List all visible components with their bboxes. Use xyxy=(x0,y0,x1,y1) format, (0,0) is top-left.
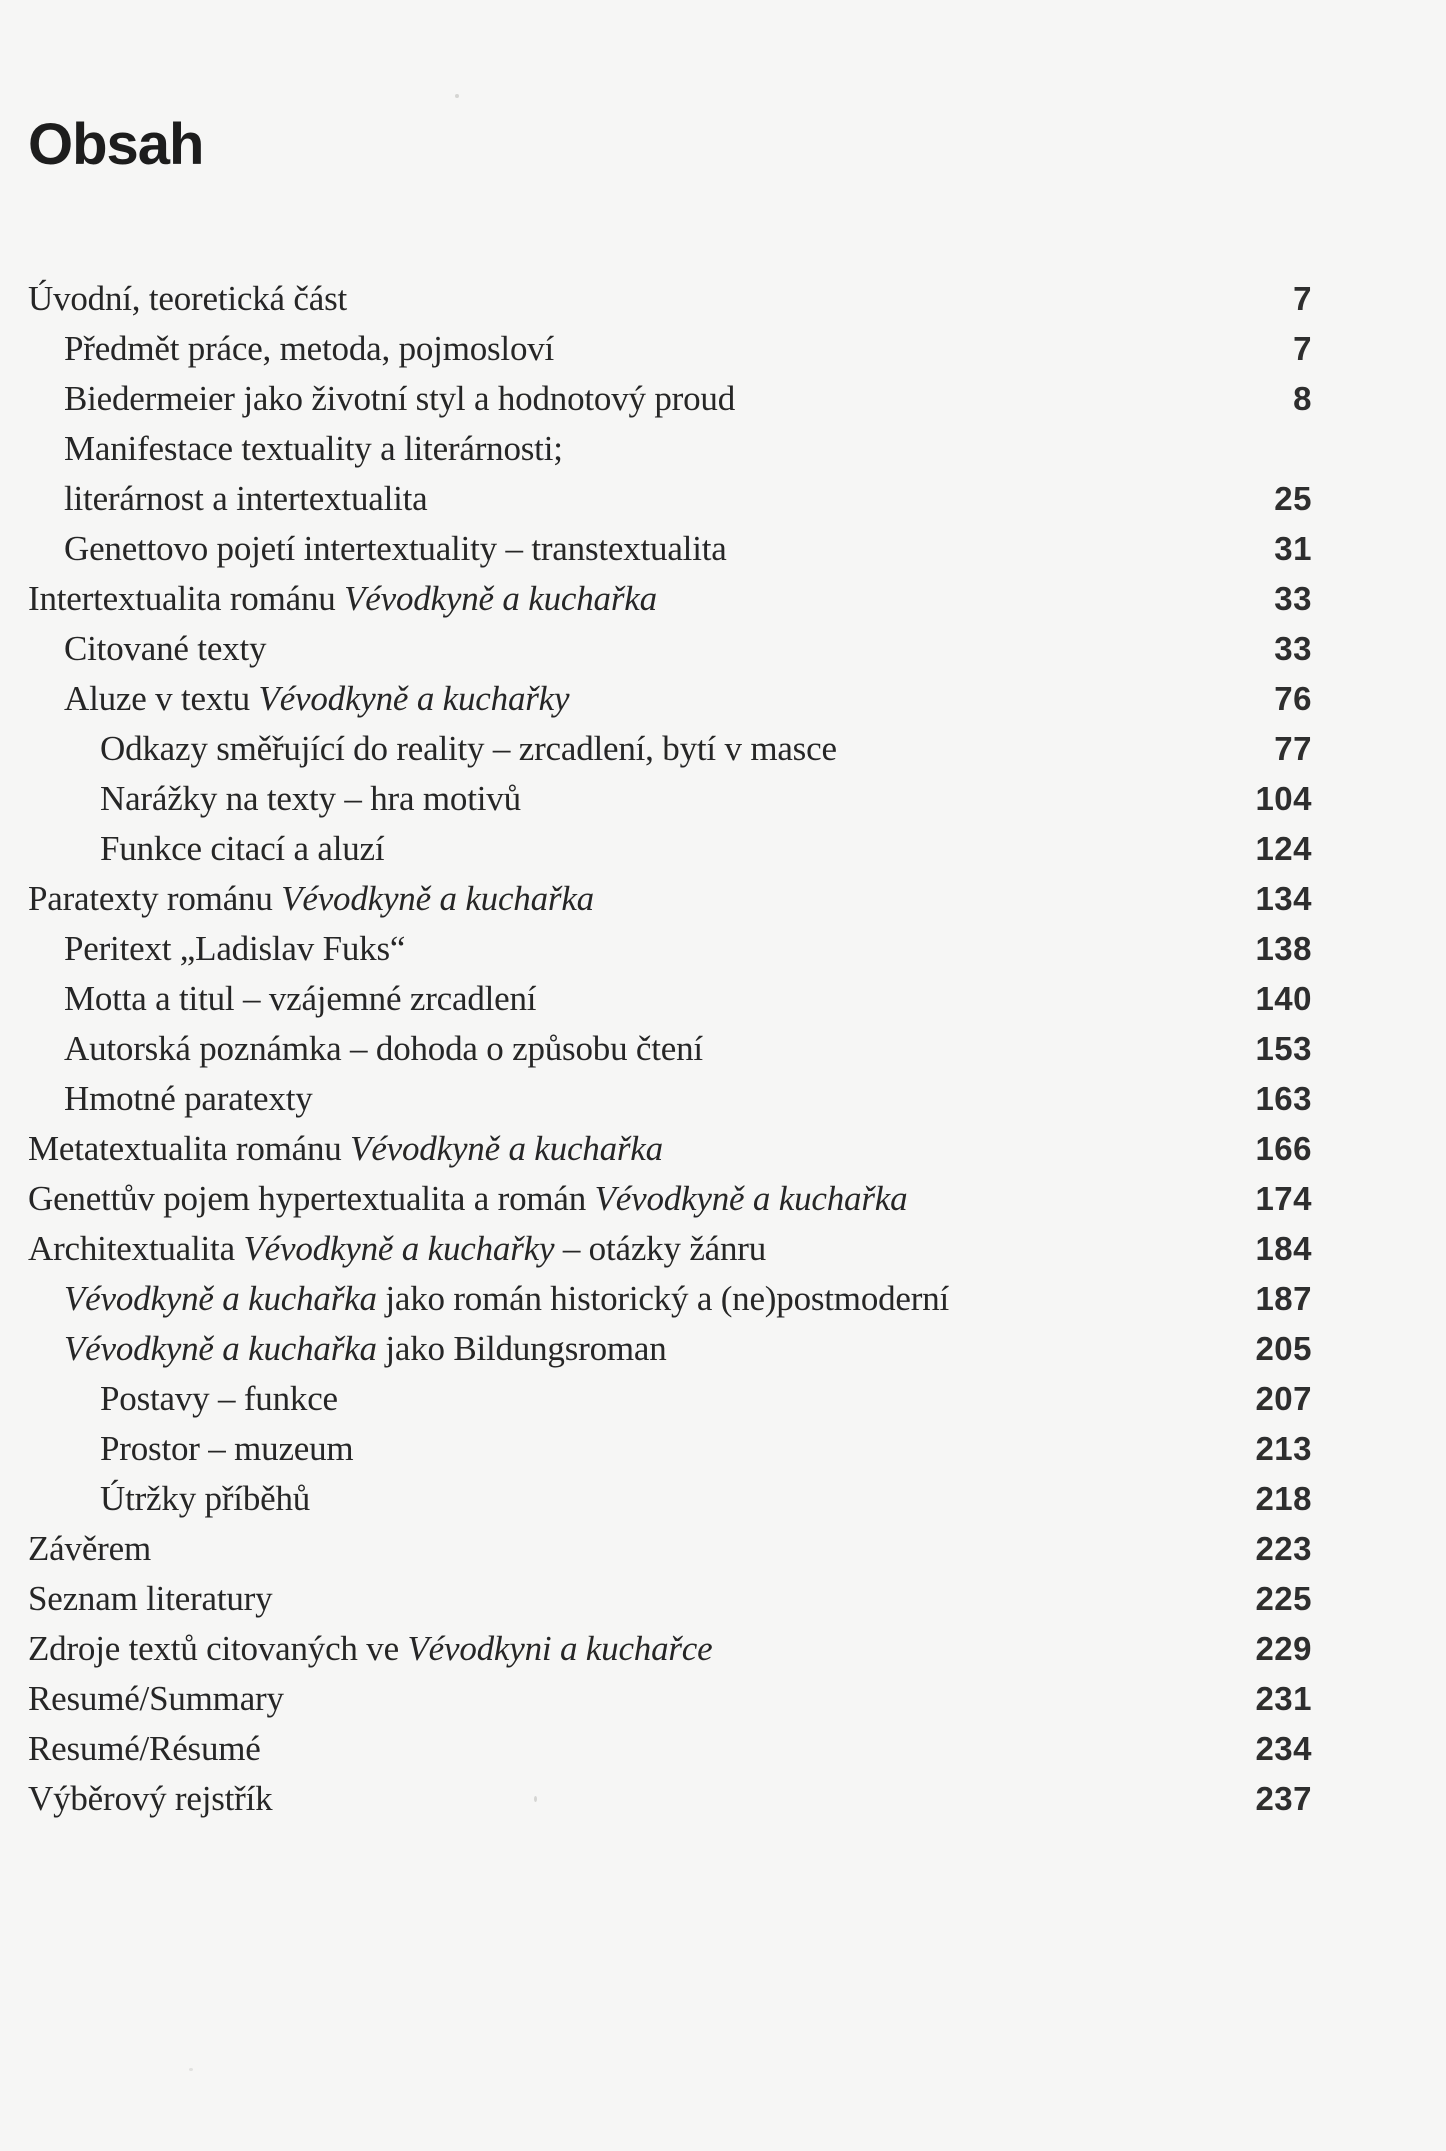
toc-entry-page: 234 xyxy=(1255,1730,1312,1767)
scan-speck xyxy=(534,1796,537,1802)
toc-entry-page: 225 xyxy=(1255,1580,1312,1617)
toc-entry-label: Seznam literatury xyxy=(28,1579,273,1618)
toc-entry xyxy=(28,1474,1312,1524)
toc-entry xyxy=(28,924,1312,974)
toc-entry xyxy=(28,374,1312,424)
toc-entry-label: Genettův pojem hypertextualita a román Vévodkyně a kuchařka xyxy=(28,1179,908,1218)
toc-entry-label: Funkce citací a aluzí xyxy=(100,829,385,868)
toc-entry xyxy=(28,1324,1312,1374)
toc-entry-label: Intertextualita románu Vévodkyně a kuchařka xyxy=(28,579,657,618)
toc-entry xyxy=(28,624,1312,674)
toc-entry xyxy=(28,1174,1312,1224)
toc-entry-label: Resumé/Summary xyxy=(28,1679,284,1718)
toc-entry-label: Úvodní, teoretická část xyxy=(28,279,348,318)
toc-entry xyxy=(28,1674,1312,1724)
toc-entry-page: 187 xyxy=(1255,1280,1312,1317)
toc-entry-book-title: Vévodkyně a kuchařka xyxy=(594,1179,908,1218)
toc-entry xyxy=(28,824,1312,874)
page-title: Obsah xyxy=(28,112,204,177)
toc-entry xyxy=(28,1424,1312,1474)
toc-entry xyxy=(28,974,1312,1024)
toc-entry-book-title: Vévodkyně a kuchařky xyxy=(243,1229,555,1268)
toc-entry xyxy=(28,1274,1312,1324)
toc-entry xyxy=(28,774,1312,824)
toc-entry-label: Vévodkyně a kuchařka jako román historický a (ne)postmoderní xyxy=(64,1279,950,1318)
toc-entry xyxy=(28,1024,1312,1074)
toc-entry xyxy=(28,1524,1312,1574)
toc-entry-page: 218 xyxy=(1255,1480,1312,1517)
toc-entry-label: Výběrový rejstřík xyxy=(28,1779,273,1818)
toc-entry xyxy=(28,524,1312,574)
toc-entry xyxy=(28,1724,1312,1774)
toc-entry-label: Genettovo pojetí intertextuality – transtextualita xyxy=(64,529,727,568)
toc-entry-page: 163 xyxy=(1255,1080,1312,1117)
toc-entry xyxy=(28,1624,1312,1674)
toc-entry-book-title: Vévodkyně a kuchařka xyxy=(350,1129,663,1168)
toc-entry xyxy=(28,1074,1312,1124)
toc-entry xyxy=(28,1574,1312,1624)
toc-entry xyxy=(28,424,1312,474)
toc-entry-page: 124 xyxy=(1255,830,1312,867)
toc-entry xyxy=(28,474,1312,524)
toc-entry-book-title: Vévodkyni a kuchařce xyxy=(407,1629,713,1668)
toc-entry xyxy=(28,1374,1312,1424)
toc-entry-page: 184 xyxy=(1255,1230,1312,1267)
toc-entry-page: 104 xyxy=(1255,780,1312,817)
toc-entry-label: Biedermeier jako životní styl a hodnotový proud xyxy=(64,379,736,418)
toc-entry-label: Metatextualita románu Vévodkyně a kuchařka xyxy=(28,1129,663,1168)
toc-entry-book-title: Vévodkyně a kuchařky xyxy=(258,679,570,718)
toc-entry-label: Prostor – muzeum xyxy=(100,1429,354,1468)
toc-entry xyxy=(28,874,1312,924)
toc-entry-label: Paratexty románu Vévodkyně a kuchařka xyxy=(28,879,594,918)
toc-entry-label: Vévodkyně a kuchařka jako Bildungsroman xyxy=(64,1329,667,1368)
toc-entry-page: 76 xyxy=(1274,680,1312,717)
toc-entry xyxy=(28,724,1312,774)
toc-entry-label: Manifestace textuality a literárnosti; xyxy=(64,429,563,468)
toc-entry-page: 25 xyxy=(1274,480,1312,517)
toc-entry-label: Narážky na texty – hra motivů xyxy=(100,779,521,818)
toc-entry-page: 8 xyxy=(1293,380,1312,417)
toc-entry-book-title: Vévodkyně a kuchařka xyxy=(281,879,594,918)
toc-entry-book-title: Vévodkyně a kuchařka xyxy=(64,1279,377,1318)
toc-entry-page: 33 xyxy=(1274,630,1312,667)
toc-entry-label: Hmotné paratexty xyxy=(64,1079,313,1118)
toc-list xyxy=(28,274,1312,1824)
toc-entry-label: Útržky příběhů xyxy=(100,1479,311,1518)
toc-entry xyxy=(28,574,1312,624)
toc-entry-label: Zdroje textů citovaných ve Vévodkyni a kuchařce xyxy=(28,1629,713,1668)
toc-entry-page: 153 xyxy=(1255,1030,1312,1067)
toc-entry-page: 231 xyxy=(1255,1680,1312,1717)
toc-entry-label: Resumé/Résumé xyxy=(28,1729,261,1768)
toc-entry-page: 134 xyxy=(1255,880,1312,917)
toc-entry xyxy=(28,324,1312,374)
toc-entry-book-title: Vévodkyně a kuchařka xyxy=(344,579,657,618)
toc-entry xyxy=(28,674,1312,724)
scan-speck xyxy=(189,2068,193,2071)
toc-entry-label: Odkazy směřující do reality – zrcadlení, bytí v masce xyxy=(100,729,837,768)
toc-entry-label: Peritext „Ladislav Fuks“ xyxy=(64,929,406,968)
toc-entry-page: 207 xyxy=(1255,1380,1312,1417)
toc-entry-page: 166 xyxy=(1255,1130,1312,1167)
toc-entry-label: Aluze v textu Vévodkyně a kuchařky xyxy=(64,679,570,718)
toc-entry-page: 7 xyxy=(1293,280,1312,317)
toc-entry-label: Autorská poznámka – dohoda o způsobu čtení xyxy=(64,1029,703,1068)
toc-entry-page: 138 xyxy=(1255,930,1312,967)
toc-entry xyxy=(28,274,1312,324)
toc-entry-page: 31 xyxy=(1274,530,1312,567)
toc-entry-page: 205 xyxy=(1255,1330,1312,1367)
toc-entry-label: literárnost a intertextualita xyxy=(64,479,428,518)
toc-entry-page: 213 xyxy=(1255,1430,1312,1467)
toc-entry xyxy=(28,1124,1312,1174)
toc-entry-label: Závěrem xyxy=(28,1529,151,1568)
toc-entry-label: Předmět práce, metoda, pojmosloví xyxy=(64,329,555,368)
toc-entry-page: 140 xyxy=(1255,980,1312,1017)
toc-entry-label: Motta a titul – vzájemné zrcadlení xyxy=(64,979,537,1018)
toc-entry-page: 33 xyxy=(1274,580,1312,617)
toc-entry xyxy=(28,1224,1312,1274)
toc-entry-label: Citované texty xyxy=(64,629,267,668)
toc-entry-page: 229 xyxy=(1255,1630,1312,1667)
toc-entry xyxy=(28,1774,1312,1824)
toc-entry-page: 77 xyxy=(1274,730,1312,767)
toc-entry-page: 237 xyxy=(1255,1780,1312,1817)
scan-speck xyxy=(455,94,459,98)
toc-entry-page: 174 xyxy=(1255,1180,1312,1217)
toc-entry-book-title: Vévodkyně a kuchařka xyxy=(64,1329,377,1368)
toc-entry-page: 223 xyxy=(1255,1530,1312,1567)
toc-entry-label: Architextualita Vévodkyně a kuchařky – otázky žánru xyxy=(28,1229,767,1268)
toc-entry-label: Postavy – funkce xyxy=(100,1379,338,1418)
toc-entry-page: 7 xyxy=(1293,330,1312,367)
